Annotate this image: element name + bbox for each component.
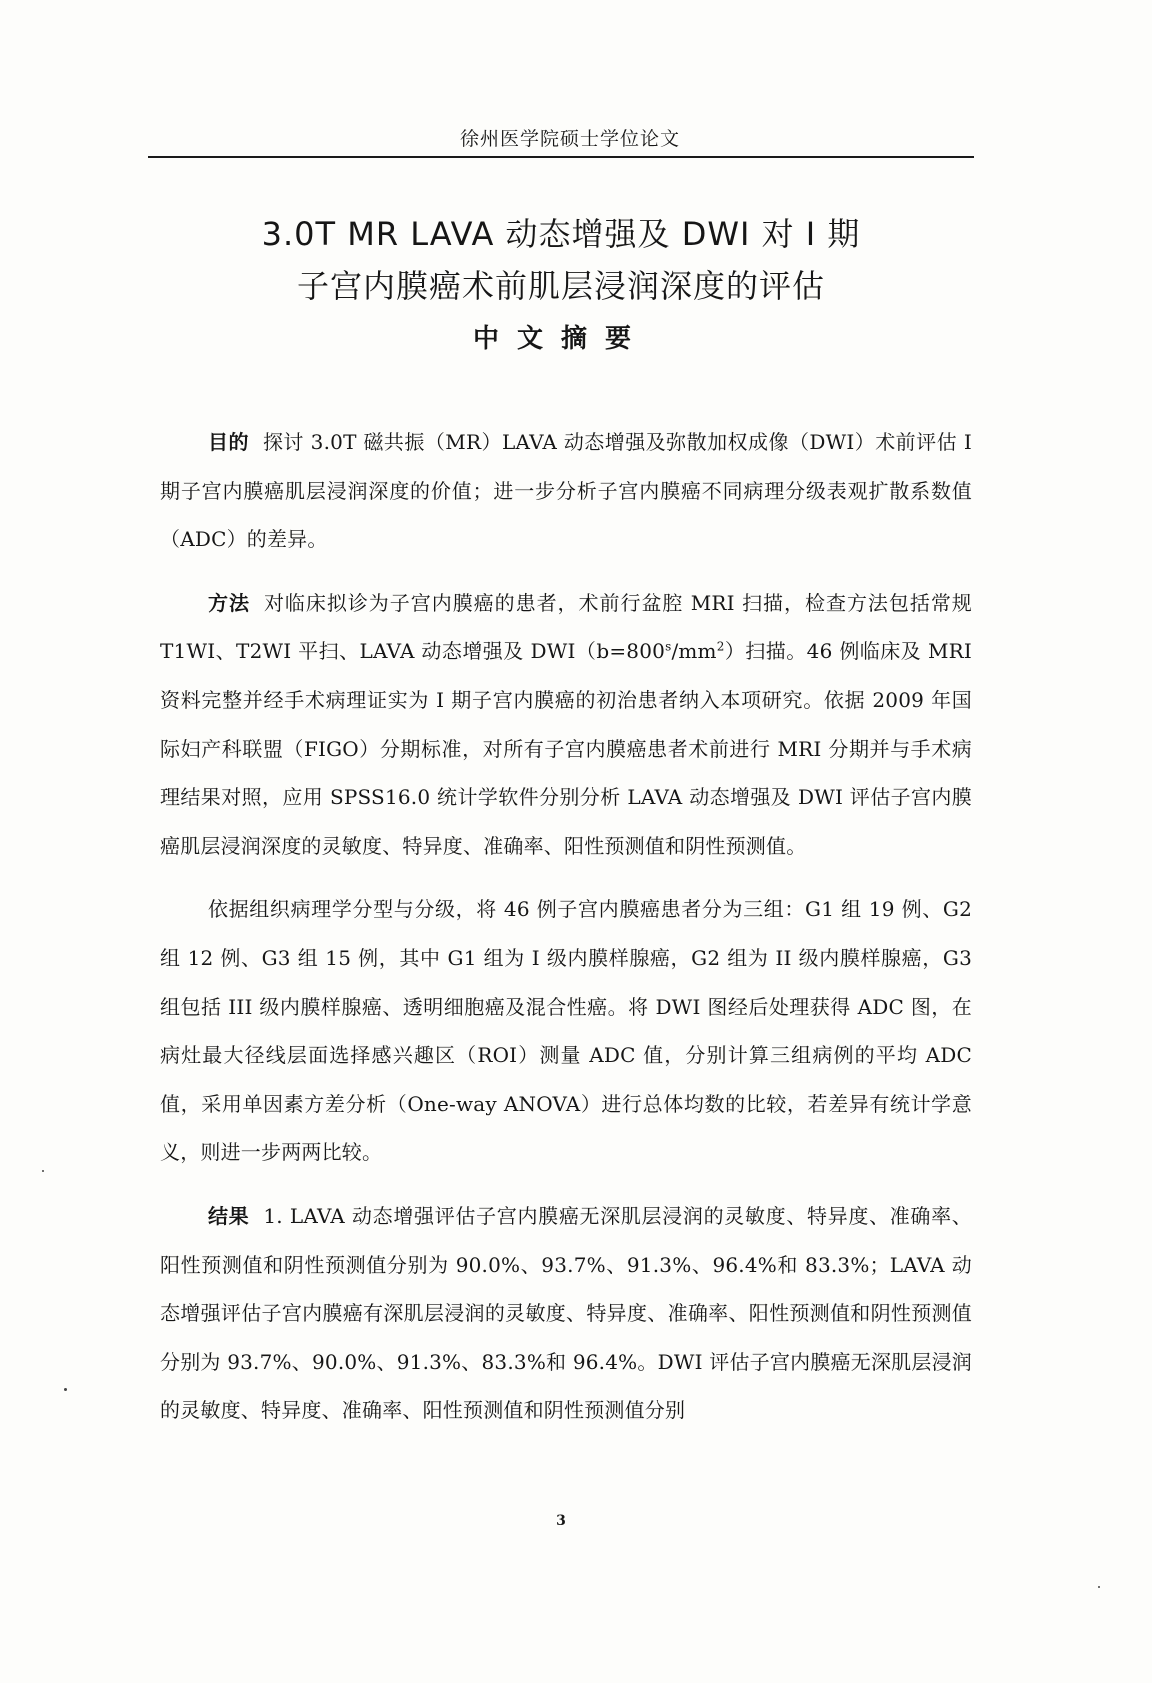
abstract-body [160, 418, 972, 1450]
methods-text-unit: /mm [671, 639, 717, 664]
grouping-text: 依据组织病理学分型与分级，将 46 例子宫内膜癌患者分为三组：G1 组 19 例、G2 组 12 例、G3 组 15 例，其中 G1 组为 I 级内膜样腺癌，G2 组为 II 级内膜样腺癌，G3 组包括 III 级内膜样腺癌、透明细胞癌及混合性癌。将 DWI 图经后处理获得 ADC 图，在病灶最大径线层面选择感兴趣区（ROI）测量 ADC 值，分别计算三组病例的平均 ADC 值，采用单因素方差分析（One-way ANOVA）进行总体均数的比较，若差异有统计学意义，则进一步两两比较。 [160, 897, 972, 1165]
header-rule [148, 156, 974, 158]
methods-text-start: 对临床拟诊为子宫内膜癌的患者，术前行盆腔 MRI 扫描，检查方法包括常规 T1WI、T2WI 平扫、LAVA 动态增强及 DWI（b=800 [160, 590, 972, 664]
objective-label: 目的 [208, 430, 249, 454]
results-paragraph [160, 1192, 972, 1435]
methods-superscript-s: s [665, 639, 672, 654]
title-line-2: 子宫内膜癌术前肌层浸润深度的评估 [296, 267, 825, 306]
abstract-heading: 中文摘要 [472, 324, 649, 354]
scan-speck [1098, 1586, 1100, 1588]
scan-speck [64, 1388, 67, 1391]
methods-superscript-2: 2 [716, 639, 725, 654]
methods-text-end: ）扫描。46 例临床及 MRI 资料完整并经手术病理证实为 I 期子宫内膜癌的初治患者纳入本项研究。依据 2009 年国际妇产科联盟（FIGO）分期标准，对所有子宫内膜癌患者术前进行 MRI 分期并与手术病理结果对照，应用 SPSS16.0 统计学软件分别分析 LAVA 动态增强及 DWI 评估子宫内膜癌肌层浸润深度的灵敏度、特异度、准确率、阳性预测值和阴性预测值。 [160, 639, 972, 858]
page-number: 3 [556, 1513, 566, 1529]
grouping-paragraph [160, 885, 972, 1177]
title-line-1: 3.0T MR LAVA 动态增强及 DWI 对 I 期 [261, 215, 861, 254]
scan-speck [42, 1170, 44, 1172]
methods-paragraph [160, 579, 972, 871]
results-label: 结果 [208, 1203, 250, 1228]
objective-paragraph [160, 418, 972, 564]
running-header: 徐州医学院硕士学位论文 [459, 128, 680, 150]
methods-label: 方法 [208, 590, 250, 615]
results-text: 1. LAVA 动态增强评估子宫内膜癌无深肌层浸润的灵敏度、特异度、准确率、阳性预测值和阴性预测值分别为 90.0%、93.7%、91.3%、96.4%和 83.3%；LAVA 动态增强评估子宫内膜癌有深肌层浸润的灵敏度、特异度、准确率、阳性预测值和阴性预测值分别为 93.7%、90.0%、91.3%、83.3%和 96.4%。DWI 评估子宫内膜癌无深肌层浸润的灵敏度、特异度、准确率、阳性预测值和阴性预测值分别 [160, 1203, 973, 1423]
objective-text: 探讨 3.0T 磁共振（MR）LAVA 动态增强及弥散加权成像（DWI）术前评估 I 期子宫内膜癌肌层浸润深度的价值；进一步分析子宫内膜癌不同病理分级表观扩散系数值（ADC）的差异。 [160, 430, 972, 552]
